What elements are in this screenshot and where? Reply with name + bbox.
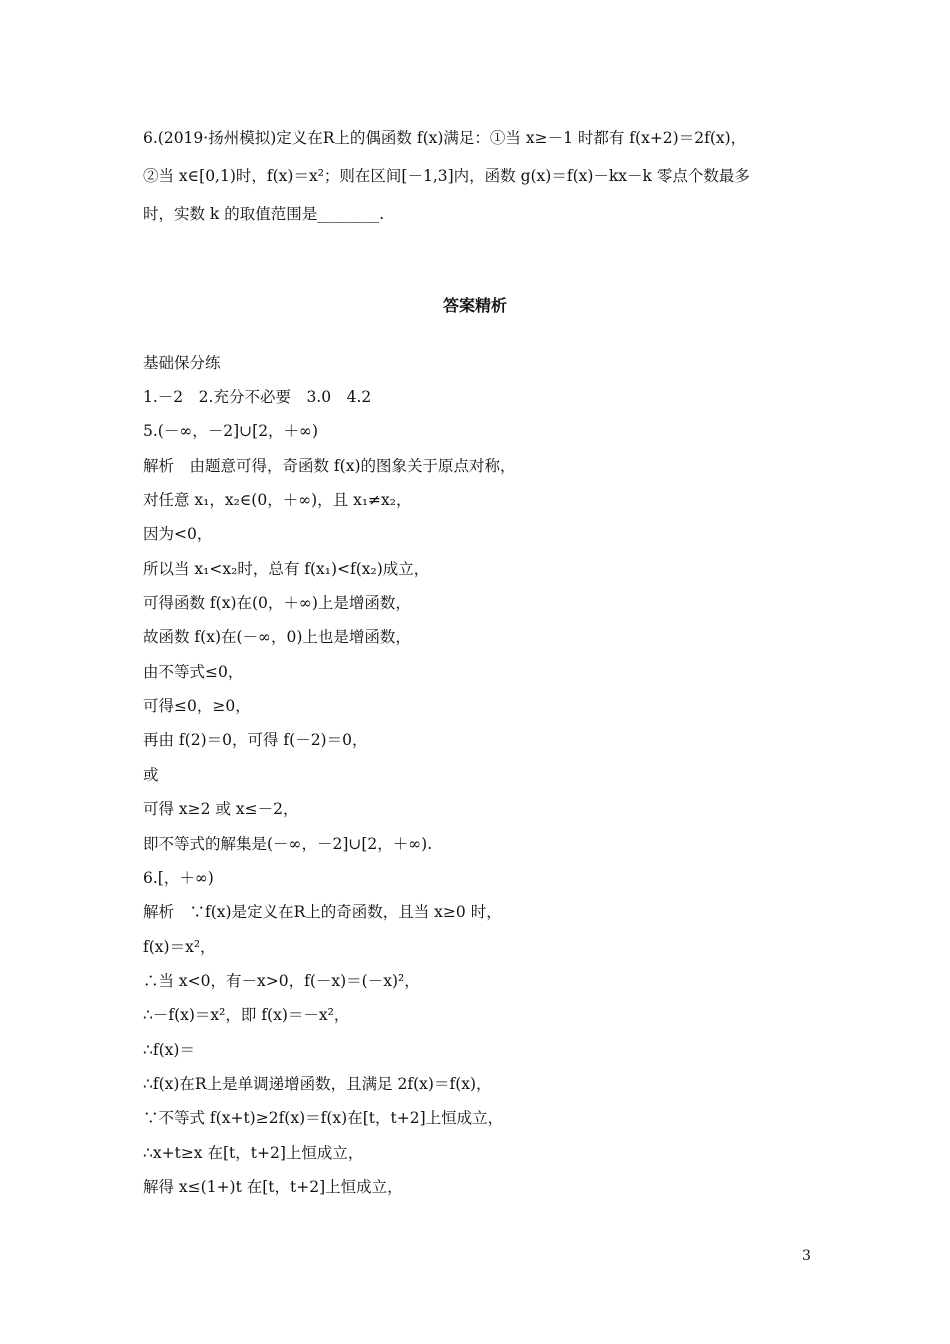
- answer-line: 5.(－∞，－2]∪[2，＋∞): [143, 422, 319, 440]
- answer-line: 由不等式≤0，: [143, 663, 244, 681]
- answer-line: 再由 f(2)＝0，可得 f(－2)＝0，: [143, 731, 368, 749]
- answer-line: 基础保分练: [143, 354, 221, 372]
- answer-line: 可得函数 f(x)在(0，＋∞)上是增函数，: [143, 594, 411, 612]
- answer-line: 解得 x≤(1+)t 在[t，t+2]上恒成立，: [143, 1178, 403, 1196]
- answer-line: ∴当 x<0，有－x>0，f(－x)＝(－x)²，: [143, 972, 420, 990]
- problem-line-3: 时，实数 k 的取值范围是________.: [143, 205, 385, 223]
- answer-line: ∴－f(x)＝x²，即 f(x)＝－x²，: [143, 1006, 350, 1024]
- answer-line: 对任意 x₁，x₂∈(0，＋∞)，且 x₁≠x₂，: [143, 491, 412, 509]
- answer-line: 所以当 x₁<x₂时，总有 f(x₁)<f(x₂)成立，: [143, 560, 430, 578]
- problem-line-1: 6.(2019·扬州模拟)定义在R上的偶函数 f(x)满足：①当 x≥－1 时都有 f(x+2)＝2f(x)，: [143, 129, 747, 147]
- answer-line: 可得≤0，≥0，: [143, 697, 251, 715]
- problem-line-2: ②当 x∈[0,1)时，f(x)＝x²；则在区间[－1,3]内，函数 g(x)＝f(x)－kx－k 零点个数最多: [143, 167, 750, 185]
- answer-line: 或: [143, 766, 159, 784]
- page-number: 3: [802, 1248, 811, 1264]
- answer-line: ∴x+t≥x 在[t，t+2]上恒成立，: [143, 1144, 364, 1162]
- answer-line: f(x)＝x²，: [143, 938, 216, 956]
- answer-line: 解析 由题意可得，奇函数 f(x)的图象关于原点对称，: [143, 457, 516, 475]
- answer-line: 可得 x≥2 或 x≤－2，: [143, 800, 299, 818]
- answer-line: ∴f(x)＝: [143, 1041, 195, 1059]
- answer-line: 解析 ∵f(x)是定义在R上的奇函数，且当 x≥0 时，: [143, 903, 502, 921]
- answer-line: ∴f(x)在R上是单调递增函数，且满足 2f(x)＝f(x)，: [143, 1075, 492, 1093]
- answer-title: 答案精析: [442, 296, 507, 315]
- answer-line: ∵不等式 f(x+t)≥2f(x)＝f(x)在[t，t+2]上恒成立，: [143, 1109, 504, 1127]
- answer-line: 1.－2 2.充分不必要 3.0 4.2: [143, 388, 372, 406]
- answer-line: 即不等式的解集是(－∞，－2]∪[2，＋∞).: [143, 835, 433, 853]
- answer-line: 因为<0，: [143, 525, 213, 543]
- answer-line: 故函数 f(x)在(－∞，0)上也是增函数，: [143, 628, 411, 646]
- answer-line: 6.[，＋∞): [143, 869, 214, 887]
